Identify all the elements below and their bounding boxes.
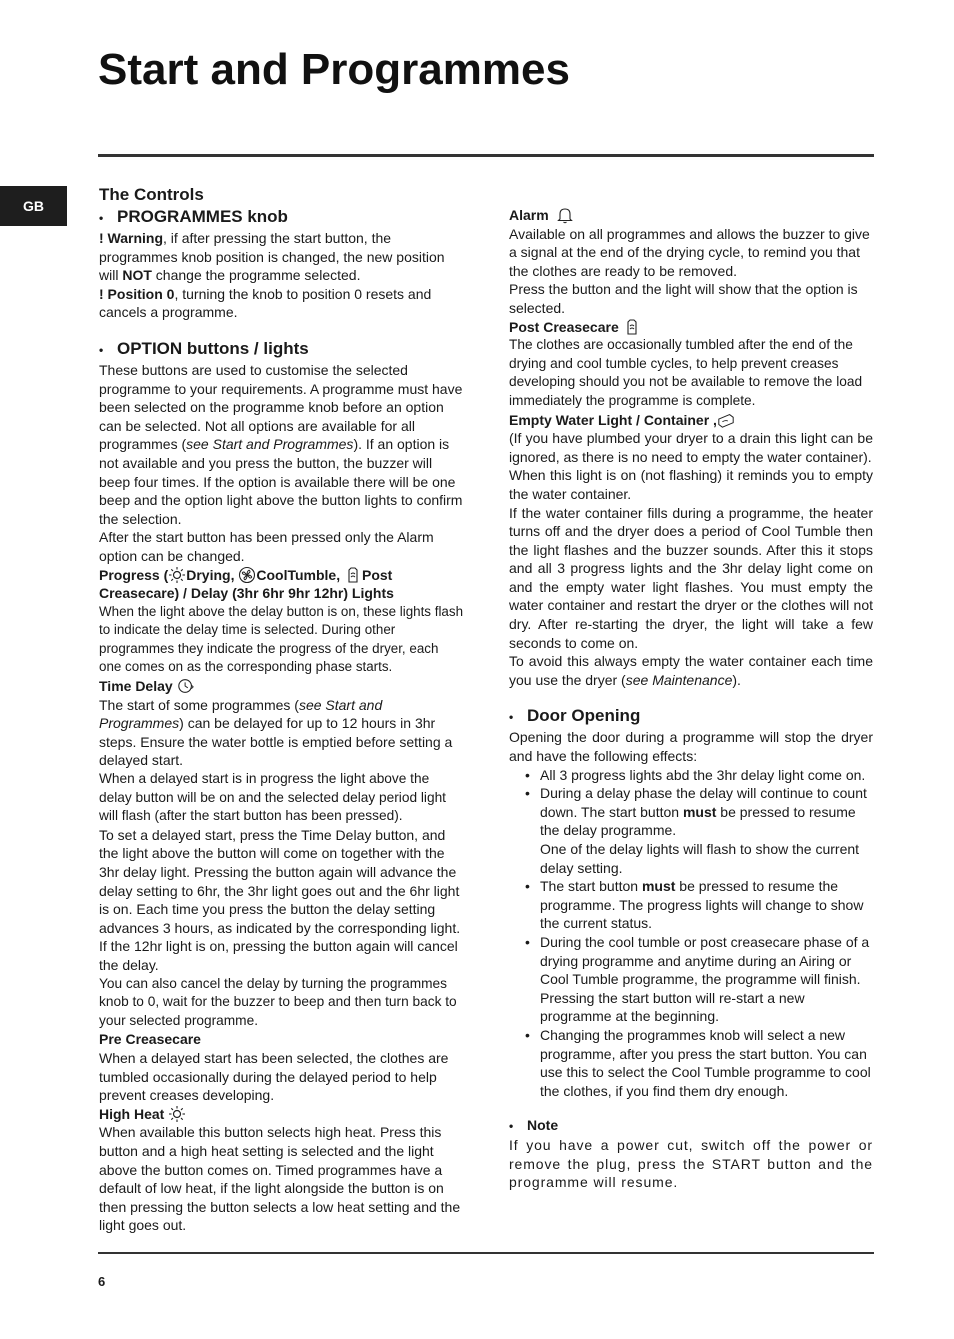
door-opening-heading: • Door Opening <box>509 706 641 726</box>
water-container-icon <box>717 411 735 429</box>
time-delay-paragraph-1: The start of some programmes (see Start and Programmes) can be delayed for up to 12 hours in 3hr steps. Ensure the water bottle is emptied before setting a delayed start. <box>99 696 453 769</box>
page-number: 6 <box>98 1274 106 1289</box>
empty-water-paragraph-1: (If you have plumbed your dryer to a drain this light can be ignored, as there is no need to empty the water container). <box>509 430 873 465</box>
controls-heading: The Controls <box>99 185 204 204</box>
list-item: • Changing the programmes knob will select a new programme, after you press the start button. You can use this to select the Cool Tumble programme to cool the clothes, if you find them dry enough. <box>523 1026 873 1100</box>
pre-creasecare-paragraph: When a delayed start has been selected, the clothes are tumbled occasionally during the delayed period to help prevent creases developing. <box>99 1049 449 1104</box>
pre-creasecare-heading: Pre Creasecare <box>99 1031 201 1048</box>
alarm-heading: Alarm <box>509 206 873 225</box>
post-creasecare-paragraph: The clothes are occasionally tumbled after the end of the drying and cool tumble cycles, to help prevent creases developing should you not be available to remove the load immediately the programme is complete. <box>509 337 863 408</box>
note-paragraph: If you have a power cut, switch off the power or remove the plug, press the START button and the programme will resume. <box>509 1136 873 1191</box>
door-intro: Opening the door during a programme will stop the dryer and have the following effects: <box>509 729 873 765</box>
page-title: Start and Programmes <box>98 45 570 94</box>
time-delay-clock-icon <box>177 677 195 695</box>
progress-paragraph: When the light above the delay button is on, these lights flash to indicate the delay time is selected. During other programmes they indicate the progress of the dryer, each one comes on as the corresponding phase starts. <box>99 603 464 675</box>
high-heat-paragraph: When available this button selects high heat. Press this button and a high heat setting is selected and the light above the button comes on. Timed programmes have a default of low heat, if the light alongside the button is on then pressing the button selects a low heat setting and the light goes out. <box>99 1124 461 1234</box>
alarm-paragraph-1: Available on all programmes and allows the buzzer to give a signal at the end of the drying cycle, to remind you that the clothes are ready to be removed. <box>509 225 870 279</box>
warning-paragraph: ! Warning, if after pressing the start button, the programmes knob position is changed, the new position will NOT change the programme selected. <box>99 230 445 284</box>
empty-water-paragraph-3: If the water container fills during a programme, the heater turns off and the dryer does a period of Cool Tumble then the light flashes and the buzzer sounds. After this it stops and all 3 progress lights and the 3hr delay light come on and the empty water light flashes. You must empty the water container and restart the dryer or the clothes will not dry. After re-starting the dryer, the light will take a few seconds to come on. <box>509 504 873 651</box>
left-column <box>99 184 463 1235</box>
bottom-divider <box>98 1252 874 1254</box>
list-item: • The start button must be pressed to resume the programme. The progress lights will change to show the current status. <box>523 877 873 933</box>
door-effects-list <box>509 766 873 1101</box>
post-creasecare-icon <box>344 566 362 584</box>
list-item: • During a delay phase the delay will continue to count down. The start button must be pressed to resume the delay programme. One of the delay lights will flash to show the current delay setting. <box>523 784 873 877</box>
post-creasecare-icon <box>623 318 641 336</box>
progress-heading: Progress ( Drying, CoolTumble, Post Creasecare) / Delay (3hr 6hr 9hr 12hr) Lights <box>99 566 394 602</box>
empty-water-paragraph-4: To avoid this always empty the water container each time you use the dryer (see Maintenance). <box>509 653 873 688</box>
time-delay-paragraph-3: To set a delayed start, press the Time Delay button, and the light above the button will come on together with the 3hr delay light. Pressing the button again will advance the delay setting to 6hr, the 3hr light goes out and the 6hr light is on. Each time you press the button the delay setting advances 3 hours, as indicated by the corresponding light. If the 12hr light is on, pressing the button again will cancel the delay. <box>99 826 461 973</box>
time-delay-paragraph-2: When a delayed start is in progress the light above the delay button will be on and the selected delay period light will flash (after the start button has been pressed). <box>99 771 446 824</box>
position0-paragraph: ! Position 0, turning the knob to position 0 resets and cancels a programme. <box>99 285 432 321</box>
alarm-bell-icon <box>556 206 574 224</box>
alarm-paragraph-2: Press the button and the light will show that the option is selected. <box>509 281 858 316</box>
list-item: • During the cool tumble or post creasecare phase of a drying programme and anytime during an Airing or Cool Tumble programme, the programme will finish. Pressing the start button will re-start a new programme at the beginning. <box>523 933 873 1026</box>
option-buttons-heading: • OPTION buttons / lights <box>99 338 309 358</box>
time-delay-heading: Time Delay <box>99 677 463 696</box>
option-paragraph-2: After the start button has been pressed only the Alarm option can be changed. <box>99 529 434 564</box>
option-paragraph: These buttons are used to customise the selected programme to your requirements. A programme must have been selected on the programme knob before an option can be selected. Not all options are available for all programmes (see Start and Programmes). If an option is not available and you press the button, the buzzer will beep four times. If the option is available there will be one beep and the option light above the button lights to confirm the selection. <box>99 361 463 527</box>
empty-water-paragraph-2: When this light is on (not flashing) it reminds you to empty the water container. <box>509 467 873 502</box>
cooltumble-fan-icon <box>238 566 256 584</box>
right-column <box>509 206 873 1192</box>
language-tab: GB <box>0 186 67 226</box>
post-creasecare-heading: Post Creasecare <box>509 318 873 337</box>
top-divider <box>98 154 874 157</box>
high-heat-heading: High Heat <box>99 1105 463 1124</box>
drying-sun-icon <box>168 566 186 584</box>
high-heat-sun-icon <box>168 1105 186 1123</box>
empty-water-heading: Empty Water Light / Container , <box>509 411 873 430</box>
list-item: • All 3 progress lights abd the 3hr delay light come on. <box>523 766 873 785</box>
time-delay-paragraph-4: You can also cancel the delay by turning the programmes knob to 0, wait for the buzzer to beep and then turn back to your selected programme. <box>99 975 457 1028</box>
note-heading: • Note <box>509 1117 559 1134</box>
programmes-knob-heading: • PROGRAMMES knob <box>99 207 288 226</box>
